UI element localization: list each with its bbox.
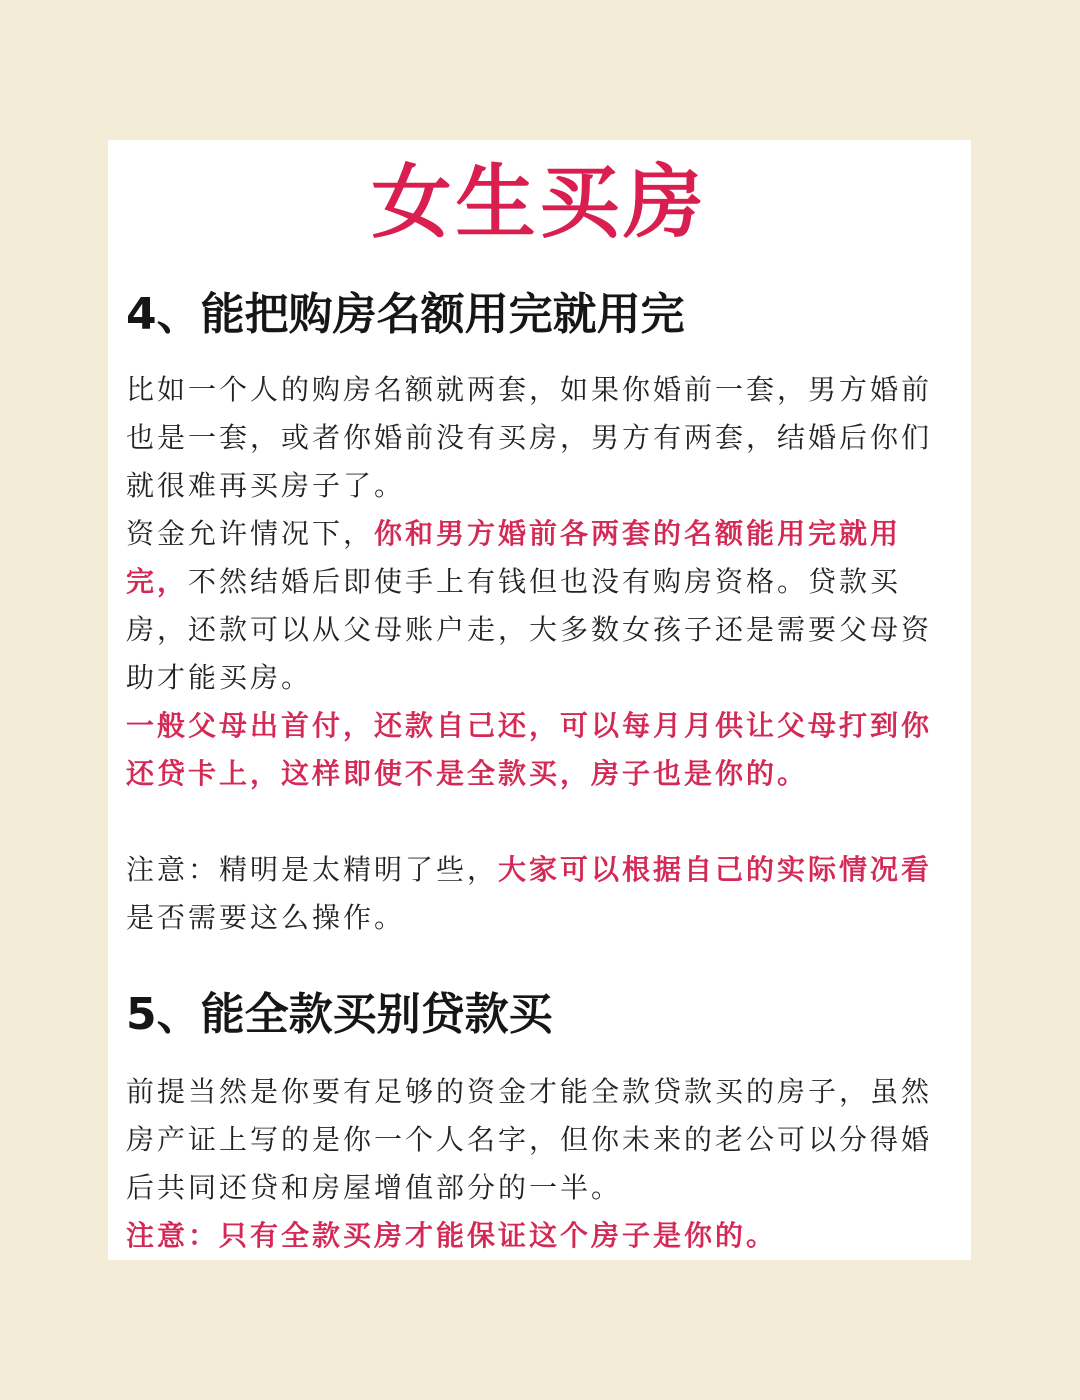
paragraph-line: [126, 370, 956, 410]
text-span: 后共同还贷和房屋增值部分的一半。: [126, 1171, 623, 1204]
paragraph-line: [126, 754, 956, 794]
highlight-span: 完，: [126, 565, 189, 598]
text-span: 比如一个人的购房名额就两套，如果你婚前一套，男方婚前: [126, 373, 933, 406]
paragraph-line: [126, 1168, 956, 1208]
text-span: 房产证上写的是你一个人名字，但你未来的老公可以分得婚: [126, 1123, 933, 1156]
text-span: 就很难再买房子了。: [126, 469, 406, 502]
highlight-span: 注意：只有全款买房才能保证这个房子是你的。: [126, 1219, 778, 1252]
paragraph-line: [126, 514, 956, 554]
text-span: 房，还款可以从父母账户走，大多数女孩子还是需要父母资: [126, 613, 933, 646]
paragraph-line: [126, 1072, 956, 1112]
paragraph-line: [126, 466, 956, 506]
text-span: 是否需要这么操作。: [126, 901, 406, 934]
text-span: 注意：精明是太精明了些，: [126, 853, 499, 886]
text-span: 资金允许情况下，: [126, 517, 375, 550]
highlight-span: 你和男方婚前各两套的名额能用完就用: [374, 517, 902, 550]
article-card: [108, 140, 971, 1260]
text-span: 也是一套，或者你婚前没有买房，男方有两套，结婚后你们: [126, 421, 933, 454]
paragraph-line: [126, 706, 956, 746]
note-line: [126, 850, 956, 890]
highlight-span: 一般父母出首付，还款自己还，可以每月月供让父母打到你: [126, 709, 933, 742]
section-4-heading: 4、能把购房名额用完就用完: [126, 289, 685, 340]
section-5-heading: 5、能全款买别贷款买: [126, 989, 553, 1040]
page-title: 女生买房: [371, 156, 708, 249]
paragraph-line: [126, 1120, 956, 1160]
highlight-span: 还贷卡上，这样即使不是全款买，房子也是你的。: [126, 757, 809, 790]
text-span: 不然结婚后即使手上有钱但也没有购房资格。贷款买: [188, 565, 902, 598]
paragraph-line: [126, 562, 956, 602]
highlight-span: 大家可以根据自己的实际情况看: [498, 853, 933, 886]
paragraph-line: [126, 1216, 956, 1256]
paragraph-line: [126, 418, 956, 458]
paragraph-line: [126, 658, 956, 698]
paragraph-line: [126, 610, 956, 650]
text-span: 前提当然是你要有足够的资金才能全款贷款买的房子，虽然: [126, 1075, 933, 1108]
text-span: 助才能买房。: [126, 661, 313, 694]
note-line: [126, 898, 956, 938]
